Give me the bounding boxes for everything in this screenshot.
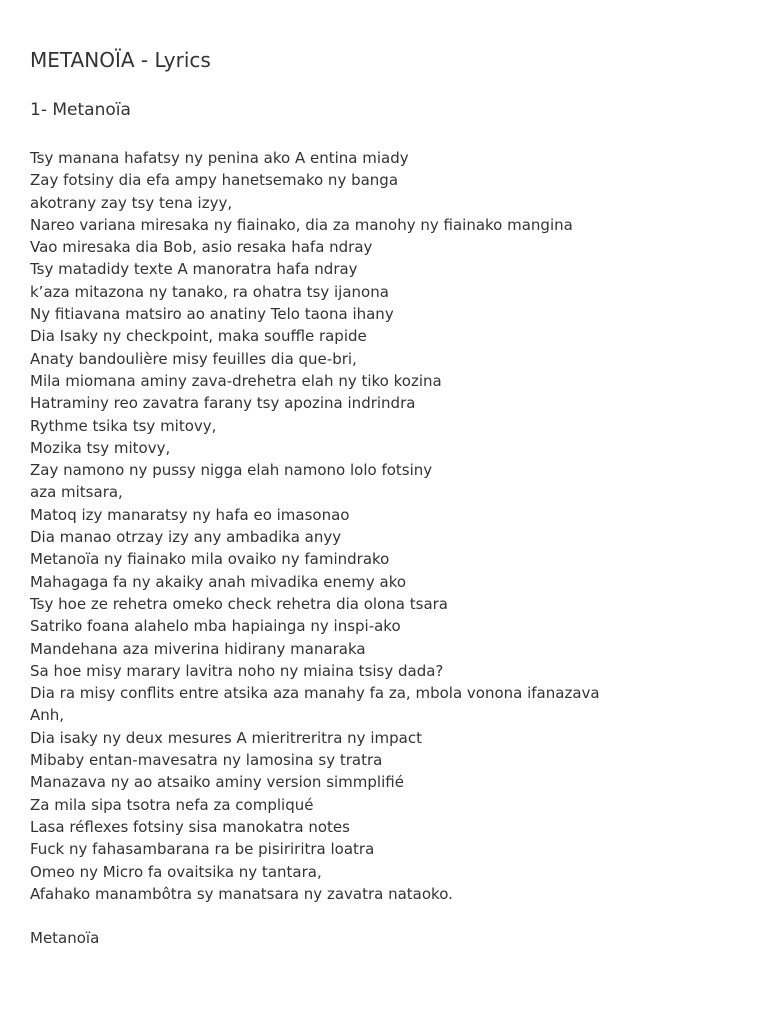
lyric-line: Satriko foana alahelo mba hapiainga ny inspi-ako: [30, 617, 401, 636]
lyric-line: Mibaby entan-mavesatra ny lamosina sy tratra: [30, 751, 383, 770]
lyric-line: Sa hoe misy marary lavitra noho ny miaina tsisy dada?: [30, 661, 444, 680]
lyric-line: Za mila sipa tsotra nefa za compliqué: [30, 795, 314, 814]
lyric-line: Afahako manambôtra sy manatsara ny zavatra nataoko.: [30, 884, 453, 903]
lyric-line: Dia manao otrzay izy any ambadika anyy: [30, 528, 342, 547]
lyric-line: Nareo variana miresaka ny fiainako, dia za manohy ny fiainako mangina: [30, 215, 573, 234]
lyric-line: Vao miresaka dia Bob, asio resaka hafa ndray: [30, 238, 373, 257]
page-title: METANOÏA - Lyrics: [30, 48, 211, 72]
lyric-line: Ny fitiavana matsiro ao anatiny Telo taona ihany: [30, 305, 394, 324]
lyric-line: Omeo ny Micro fa ovaitsika ny tantara,: [30, 862, 322, 881]
lyric-line: Anh,: [30, 706, 65, 725]
lyric-line: Anaty bandoulière misy feuilles dia que-bri,: [30, 349, 357, 368]
lyric-line: Rythme tsika tsy mitovy,: [30, 416, 217, 435]
lyrics-body: [30, 147, 600, 905]
lyric-line: Mila miomana aminy zava-drehetra elah ny tiko kozina: [30, 371, 442, 390]
lyric-line: akotrany zay tsy tena izyy,: [30, 193, 233, 212]
section-title: 1- Metanoïa: [30, 100, 131, 120]
lyric-line: Fuck ny fahasambarana ra be pisiriritra loatra: [30, 840, 375, 859]
lyric-line: Mozika tsy mitovy,: [30, 438, 171, 457]
lyric-line: aza mitsara,: [30, 483, 123, 502]
lyric-line: Zay fotsiny dia efa ampy hanetsemako ny banga: [30, 171, 399, 190]
lyric-line: Matoq izy manaratsy ny hafa eo imasonao: [30, 505, 350, 524]
lyric-line: Dia isaky ny deux mesures A mieritreritra ny impact: [30, 728, 422, 747]
lyric-line: Dia Isaky ny checkpoint, maka souffle rapide: [30, 327, 367, 346]
lyric-line: Tsy manana hafatsy ny penina ako A entina miady: [30, 149, 409, 167]
lyric-line: Tsy hoe ze rehetra omeko check rehetra dia olona tsara: [30, 594, 448, 613]
outro-line: Metanoïa: [30, 929, 100, 947]
lyric-line: Lasa réflexes fotsiny sisa manokatra notes: [30, 817, 350, 836]
lyric-line: Mandehana aza miverina hidirany manaraka: [30, 639, 366, 658]
lyric-line: Mahagaga fa ny akaiky anah mivadika enemy ako: [30, 572, 407, 591]
lyric-line: Tsy matadidy texte A manoratra hafa ndray: [30, 260, 358, 279]
lyric-line: Dia ra misy conflits entre atsika aza manahy fa za, mbola vonona ifanazava: [30, 684, 600, 703]
lyric-line: Manazava ny ao atsaiko aminy version simmplifié: [30, 773, 404, 792]
lyric-line: k’aza mitazona ny tanako, ra ohatra tsy ijanona: [30, 282, 389, 301]
lyric-line: Hatraminy reo zavatra farany tsy apozina indrindra: [30, 394, 416, 413]
lyric-line: Metanoïa ny fiainako mila ovaiko ny famindrako: [30, 550, 390, 569]
lyric-line: Zay namono ny pussy nigga elah namono lolo fotsiny: [30, 461, 433, 480]
